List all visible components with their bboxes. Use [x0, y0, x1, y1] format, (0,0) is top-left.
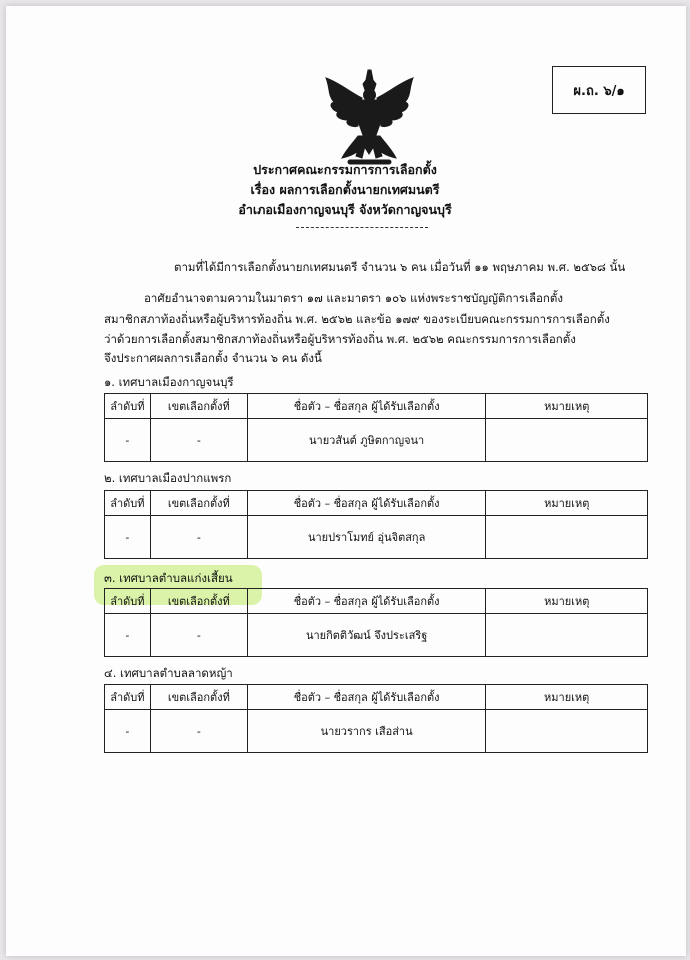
- section-title: ๓. เทศบาลตำบลแก่งเสี้ยน: [104, 571, 233, 585]
- cell-district: -: [150, 710, 247, 753]
- result-table: [104, 684, 648, 753]
- section-title: ๔. เทศบาลตำบลลาดหญ้า: [104, 666, 233, 680]
- form-code-box: [552, 66, 646, 114]
- cell-remark: [486, 516, 648, 559]
- announcement-title: ประกาศคณะกรรมการการเลือกตั้ง: [253, 162, 437, 177]
- announcement-subject: เรื่อง ผลการเลือกตั้งนายกเทศมนตรี: [250, 182, 440, 197]
- header-name: ชื่อตัว – ชื่อสกุล ผู้ได้รับเลือกตั้ง: [247, 685, 485, 710]
- header-remark: หมายเหตุ: [486, 491, 648, 516]
- cell-order: -: [105, 710, 151, 753]
- section-title: ๒. เทศบาลเมืองปากแพรก: [104, 471, 232, 485]
- garuda-emblem-icon: [318, 68, 424, 168]
- result-table: [104, 588, 648, 657]
- cell-district: -: [150, 614, 247, 657]
- table-row: [105, 614, 648, 657]
- header-order: ลำดับที่: [105, 394, 151, 419]
- section-title: ๑. เทศบาลเมืองกาญจนบุรี: [104, 375, 234, 389]
- header-remark: หมายเหตุ: [486, 589, 648, 614]
- header-order: ลำดับที่: [105, 685, 151, 710]
- announcement-location: อำเภอเมืองกาญจนบุรี จังหวัดกาญจนบุรี: [238, 202, 452, 217]
- header-district: เขตเลือกตั้งที่: [150, 589, 247, 614]
- result-table: [104, 393, 648, 462]
- table-header-row: [105, 394, 648, 419]
- cell-name: นายวสันต์ ภูษิตกาญจนา: [247, 419, 486, 462]
- cell-name: นายกิตติวัฒน์ จึงประเสริฐ: [247, 614, 486, 657]
- header-name: ชื่อตัว – ชื่อสกุล ผู้ได้รับเลือกตั้ง: [247, 589, 486, 614]
- header-district: เขตเลือกตั้งที่: [150, 685, 247, 710]
- cell-order: -: [105, 419, 151, 462]
- table-row: [105, 710, 648, 753]
- header-order: ลำดับที่: [105, 491, 151, 516]
- cell-remark: [486, 710, 648, 753]
- table-row: [105, 419, 648, 462]
- title-divider: [296, 227, 428, 228]
- cell-remark: [486, 614, 648, 657]
- table-header-row: [105, 491, 648, 516]
- cell-district: -: [150, 516, 247, 559]
- header-order: ลำดับที่: [105, 589, 151, 614]
- table-header-row: [105, 685, 648, 710]
- header-remark: หมายเหตุ: [486, 394, 648, 419]
- authority-paragraph-line-4: จึงประกาศผลการเลือกตั้ง จำนวน ๖ คน ดังนี้: [104, 351, 322, 365]
- header-district: เขตเลือกตั้งที่: [150, 394, 247, 419]
- cell-order: -: [105, 516, 151, 559]
- table-row: [105, 516, 648, 559]
- header-name: ชื่อตัว – ชื่อสกุล ผู้ได้รับเลือกตั้ง: [247, 394, 486, 419]
- authority-paragraph-line-1: อาศัยอำนาจตามความในมาตรา ๑๗ และมาตรา ๑๐๖ แห่งพระราชบัญญัติการเลือกตั้ง: [144, 291, 563, 305]
- cell-remark: [486, 419, 648, 462]
- form-code-text: ผ.ถ. ๖/๑: [573, 83, 625, 99]
- header-district: เขตเลือกตั้งที่: [150, 491, 247, 516]
- header-name: ชื่อตัว – ชื่อสกุล ผู้ได้รับเลือกตั้ง: [247, 491, 486, 516]
- header-remark: หมายเหตุ: [486, 685, 648, 710]
- cell-order: -: [105, 614, 151, 657]
- cell-district: -: [150, 419, 247, 462]
- cell-name: นายปราโมทย์ อุ่นจิตสกุล: [247, 516, 486, 559]
- authority-paragraph-line-2: สมาชิกสภาท้องถิ่นหรือผู้บริหารท้องถิ่น พ.ศ. ๒๕๖๒ และข้อ ๑๗๙ ของระเบียบคณะกรรมการการเลือกตั้ง: [104, 312, 610, 326]
- intro-paragraph: ตามที่ได้มีการเลือกตั้งนายกเทศมนตรี จำนวน ๖ คน เมื่อวันที่ ๑๑ พฤษภาคม พ.ศ. ๒๕๖๘ นั้น: [174, 260, 626, 274]
- cell-name: นายวรากร เสือส่าน: [247, 710, 485, 753]
- authority-paragraph-line-3: ว่าด้วยการเลือกตั้งสมาชิกสภาท้องถิ่นหรือผู้บริหารท้องถิ่น พ.ศ. ๒๕๖๒ คณะกรรมการการเลือกตั้ง: [104, 332, 576, 346]
- table-header-row: [105, 589, 648, 614]
- result-table: [104, 490, 648, 559]
